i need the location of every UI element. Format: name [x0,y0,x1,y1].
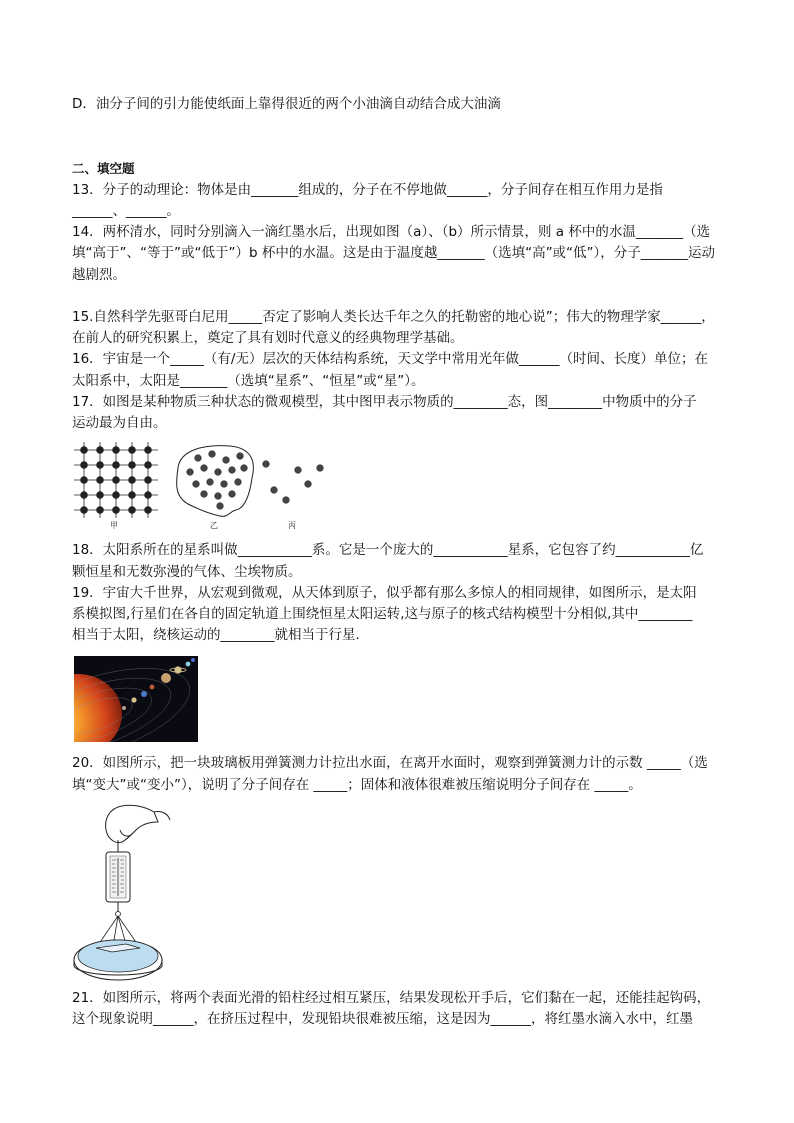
question-14-line-3: 越剧烈。 [72,267,126,283]
option-d: D．油分子间的引力能使纸面上靠得很近的两个小油滴自动结合成大油滴 [72,96,501,112]
question-20-line-2: 填“变大”或“变小”），说明了分子间存在 _____；固体和液体很难被压缩说明分子间存在 _____。 [72,777,642,793]
solid-molecule [129,447,136,454]
solid-molecule [129,507,136,514]
spring-scale-figure [70,800,180,985]
gas-diagram [263,461,324,504]
gas-molecule [283,497,290,504]
liquid-diagram [177,446,254,517]
question-15-line-2: 在前人的研究积累上，奠定了具有划时代意义的经典物理学基础。 [72,330,464,346]
solid-molecule [129,462,136,469]
question-21-line-2: 这个现象说明______，在挤压过程中，发现铅块很难被压缩，这是因为______，将红墨水滴入水中，红墨 [72,1011,693,1027]
liquid-molecule [241,465,248,472]
solid-molecule [81,447,88,454]
question-16-line-2: 太阳系中，太阳是_______（选填“星系”、“恒星”或“星”）。 [72,373,425,389]
solid-molecule [81,462,88,469]
solid-molecule [129,477,136,484]
solid-molecule [113,462,120,469]
liquid-molecule [195,455,202,462]
gas-molecule [295,467,302,474]
question-18-line-2: 颗恒星和无数弥漫的气体、尘埃物质。 [72,564,302,580]
solid-molecule [97,447,104,454]
solid-molecule [145,507,152,514]
question-16-line-1: 16．宇宙是一个_____（有/无）层次的天体结构系统，天文学中常用光年做______（时间、长度）单位；在 [72,351,708,367]
solid-molecule [81,507,88,514]
figure-label-jia: 甲 [110,521,118,530]
solid-molecule [81,492,88,499]
solid-molecule [129,492,136,499]
solid-molecule [97,462,104,469]
solid-molecule [97,477,104,484]
gas-molecule [271,487,278,494]
liquid-molecule [229,467,236,474]
solid-molecule [145,462,152,469]
section-heading-fill-blank: 二、填空题 [72,161,135,176]
question-14-line-2: 填“高于”、“等于”或“低于”）b 杯中的水温。这是由于温度越_______（选填“高”或“低”），分子_______运动 [72,245,716,261]
gas-molecule [317,465,324,472]
solid-molecule [97,492,104,499]
solid-molecule [113,507,120,514]
question-21-line-1: 21．如图所示，将两个表面光滑的铅柱经过相互紧压，结果发现松开手后，它们黏在一起，还能挂起钩码， [72,990,711,1006]
question-19-line-3: 相当于太阳，绕核运动的________就相当于行星． [72,627,369,643]
figure-label-yi: 乙 [210,521,218,530]
solid-molecule [113,447,120,454]
solid-molecule [97,507,104,514]
solar-system-image [74,656,198,742]
question-18-line-1: 18．太阳系所在的星系叫做___________系。它是一个庞大的___________星系，它包容了约___________亿 [72,542,704,558]
liquid-molecule [221,481,228,488]
question-19-line-2: 系模拟图,行星们在各自的固定轨道上围绕恒星太阳运转,这与原子的核式结构模型十分相似,其中________ [72,606,693,622]
liquid-molecule [235,479,242,486]
states-of-matter-figure [70,438,330,532]
question-17-line-1: 17．如图是某种物质三种状态的微观模型，其中图甲表示物质的________态，图________中物质中的分子 [72,394,697,410]
hand-shape [106,805,170,842]
liquid-molecule [201,465,208,472]
solid-molecule [113,477,120,484]
liquid-molecule [215,493,222,500]
solid-molecule [113,492,120,499]
liquid-molecule [201,491,208,498]
question-15-line-1: 15.自然科学先驱哥白尼用_____否定了影响人类长达千年之久的托勒密的地心说”；伟大的物理学家______， [72,309,715,325]
question-14-line-1: 14．两杯清水，同时分别滴入一滴红墨水后，出现如图（a）、（b）所示情景，则 a 杯中的水温_______（选 [72,224,711,240]
question-20-line-1: 20．如图所示，把一块玻璃板用弹簧测力计拉出水面，在离开水面时，观察到弹簧测力计的示数 _____（选 [72,755,708,771]
question-13-line-1: 13．分子的动理论：物体是由_______组成的，分子在不停地做______，分子间存在相互作用力是指 [72,182,663,198]
liquid-molecule [209,451,216,458]
liquid-molecule [207,479,214,486]
gas-molecule [263,461,270,468]
question-13-line-2: ______、______。 [72,203,180,219]
liquid-molecule [215,469,222,476]
liquid-molecule [193,481,200,488]
solid-molecule [81,477,88,484]
solid-molecule [145,447,152,454]
gas-molecule [305,481,312,488]
solid-molecule [145,477,152,484]
question-17-line-2: 运动最为自由。 [72,415,167,431]
liquid-molecule [187,469,194,476]
liquid-molecule [229,491,236,498]
liquid-molecule [217,503,224,510]
liquid-molecule [237,453,244,460]
figure-label-bing: 丙 [288,521,296,530]
question-19-line-1: 19．宇宙大千世界，从宏观到微观，从天体到原子，似乎都有那么多惊人的相同规律，如图所示，是太阳 [72,585,697,601]
solid-lattice-diagram [74,442,158,518]
liquid-molecule [223,457,230,464]
spring-scale-body [106,852,130,902]
solid-molecule [145,492,152,499]
